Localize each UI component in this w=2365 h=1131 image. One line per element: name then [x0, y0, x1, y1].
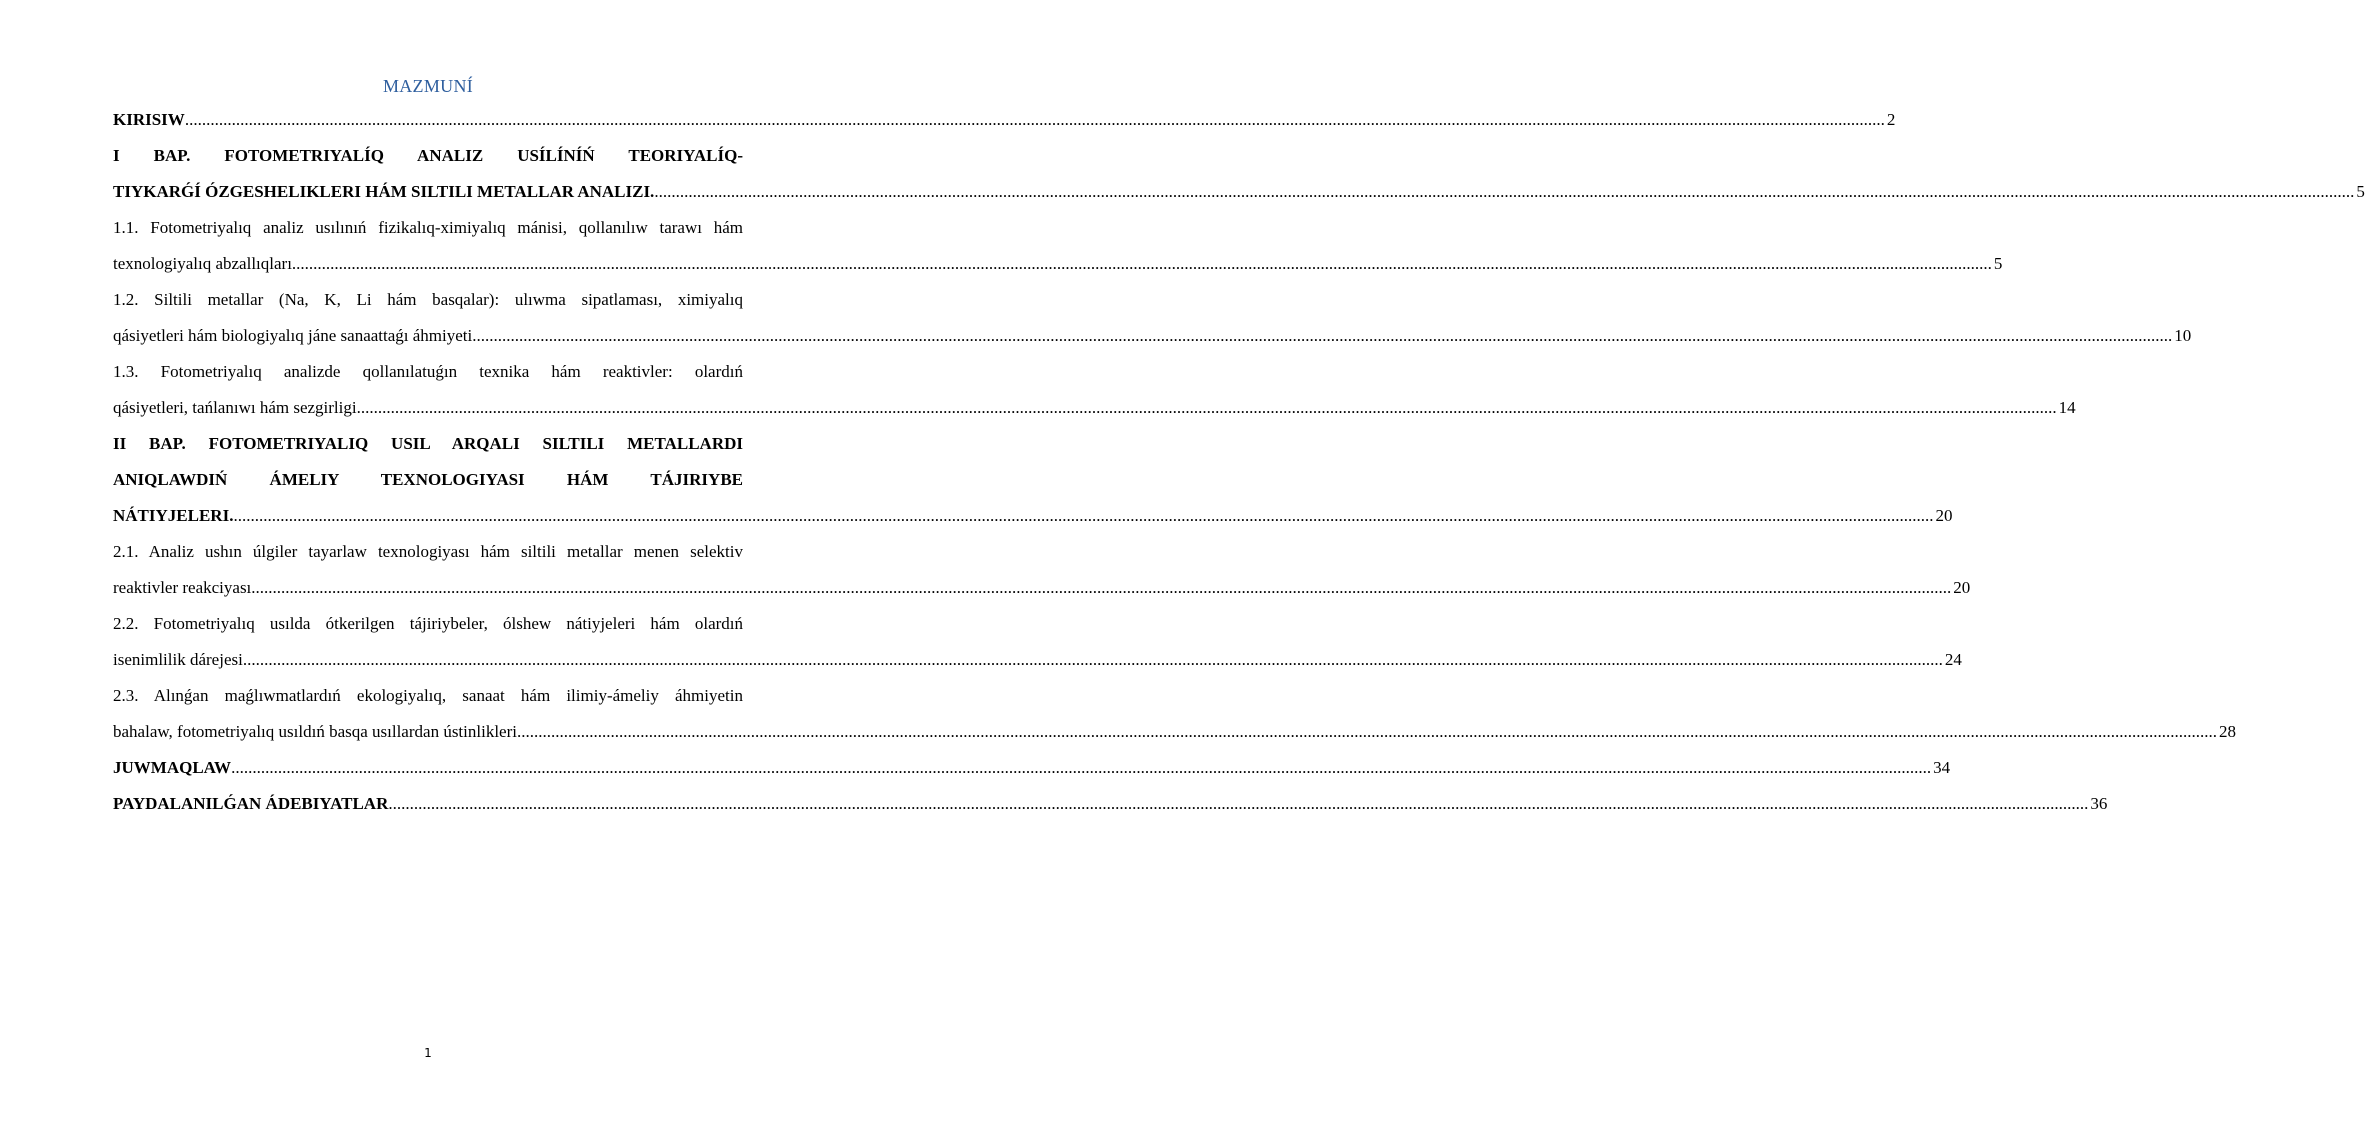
dot-leader: ................................................................................................................................................................................................................................................................................................................................................................................................................: [231, 758, 1932, 777]
toc-page-number: 28: [2218, 722, 2236, 741]
toc-entry-line: 2.2. Fotometriyalıq usılda ótkerilgen tájiriybeler, ólshew nátiyjeleri hám olardıń: [113, 614, 743, 633]
toc-page-number: 20: [1935, 506, 1953, 525]
toc-entry-title: PAYDALANILǴAN ÁDEBIYATLAR: [113, 794, 389, 813]
toc-entry-last-line: [113, 104, 1896, 136]
dot-leader: ................................................................................................................................................................................................................................................................................................................................................................................................................: [251, 578, 1952, 597]
toc-entry-last-line: [113, 572, 1971, 604]
toc-entry-title: TIYKARǴÍ ÓZGESHELIKLERI HÁM SILTILI METALLAR ANALIZI.: [113, 182, 655, 201]
dot-leader: ................................................................................................................................................................................................................................................................................................................................................................................................................: [291, 254, 1992, 273]
toc-entry-last-line: [113, 752, 1951, 784]
dot-leader: ................................................................................................................................................................................................................................................................................................................................................................................................................: [184, 110, 1885, 129]
toc-page-number: 36: [2090, 794, 2108, 813]
toc-entry-title: qásiyetleri, tańlanıwı hám sezgirligi: [113, 398, 357, 417]
dot-leader: ................................................................................................................................................................................................................................................................................................................................................................................................................: [356, 398, 2057, 417]
toc-entry-line: 2.3. Alınǵan maǵlıwmatlardıń ekologiyalıq, sanaat hám ilimiy-ámeliy áhmiyetin: [113, 686, 743, 705]
dot-leader: ................................................................................................................................................................................................................................................................................................................................................................................................................: [242, 650, 1943, 669]
toc-page-number: 34: [1933, 758, 1951, 777]
dot-leader: ................................................................................................................................................................................................................................................................................................................................................................................................................: [516, 722, 2217, 741]
toc-page-number: 5: [1993, 254, 2003, 273]
toc-entry-last-line: [113, 176, 2365, 208]
toc-entry-title: JUWMAQLAW: [113, 758, 232, 777]
toc-heading: MAZMUNÍ: [382, 76, 474, 96]
toc-entry-last-line: [113, 644, 1962, 676]
toc-page-number: 24: [1944, 650, 1962, 669]
toc-entry-line: 1.3. Fotometriyalıq analizde qollanılatuǵın texnika hám reaktivler: olardıń: [113, 362, 743, 381]
toc-entry-title: KIRISIW: [113, 110, 185, 129]
toc-entry-line: II BAP. FOTOMETRIYALIQ USIL ARQALI SILTILI METALLARDI: [113, 434, 743, 453]
toc-entry-title: texnologiyalıq abzallıqları: [113, 254, 292, 273]
dot-leader: ................................................................................................................................................................................................................................................................................................................................................................................................................: [654, 182, 2355, 201]
toc-page-number: 10: [2174, 326, 2192, 345]
dot-leader: ................................................................................................................................................................................................................................................................................................................................................................................................................: [472, 326, 2173, 345]
toc-page-number: 5: [2356, 182, 2365, 201]
toc-entry-last-line: [113, 320, 2192, 352]
toc-entry-last-line: [113, 500, 1953, 532]
toc-entry-title: bahalaw, fotometriyalıq usıldıń basqa usıllardan ústinlikleri: [113, 722, 517, 741]
dot-leader: ................................................................................................................................................................................................................................................................................................................................................................................................................: [233, 506, 1934, 525]
toc-entry-title: isenimlilik dárejesi: [113, 650, 243, 669]
toc-entry-last-line: [113, 716, 2236, 748]
toc-page-number: 20: [1953, 578, 1971, 597]
toc-entry-line: I BAP. FOTOMETRIYALÍQ ANALIZ USÍLÍNÍŃ TEORIYALÍQ-: [113, 146, 743, 165]
dot-leader: ................................................................................................................................................................................................................................................................................................................................................................................................................: [388, 794, 2089, 813]
toc-entry-last-line: [113, 788, 2108, 820]
toc-page-number: 14: [2058, 398, 2076, 417]
page-number: 1: [424, 1046, 432, 1060]
toc-entry-line: ANIQLAWDIŃ ÁMELIY TEXNOLOGIYASI HÁM TÁJIRIYBE: [113, 470, 743, 489]
toc-page-number: 2: [1886, 110, 1896, 129]
toc-entry-last-line: [113, 248, 2003, 280]
toc-entry-title: NÁTIYJELERI.: [113, 506, 234, 525]
toc-entry-title: qásiyetleri hám biologiyalıq jáne sanaattaǵı áhmiyeti: [113, 326, 473, 345]
toc-entry-line: 1.2. Siltili metallar (Na, K, Li hám basqalar): ulıwma sipatlaması, ximiyalıq: [113, 290, 743, 309]
toc-entry-last-line: [113, 392, 2076, 424]
toc-entry-line: 2.1. Analiz ushın úlgiler tayarlaw texnologiyası hám siltili metallar menen selektiv: [113, 542, 743, 561]
toc-entry-title: reaktivler reakciyası: [113, 578, 252, 597]
toc-entry-line: 1.1. Fotometriyalıq analiz usılınıń fizikalıq-ximiyalıq mánisi, qollanılıw tarawı hám: [113, 218, 743, 237]
